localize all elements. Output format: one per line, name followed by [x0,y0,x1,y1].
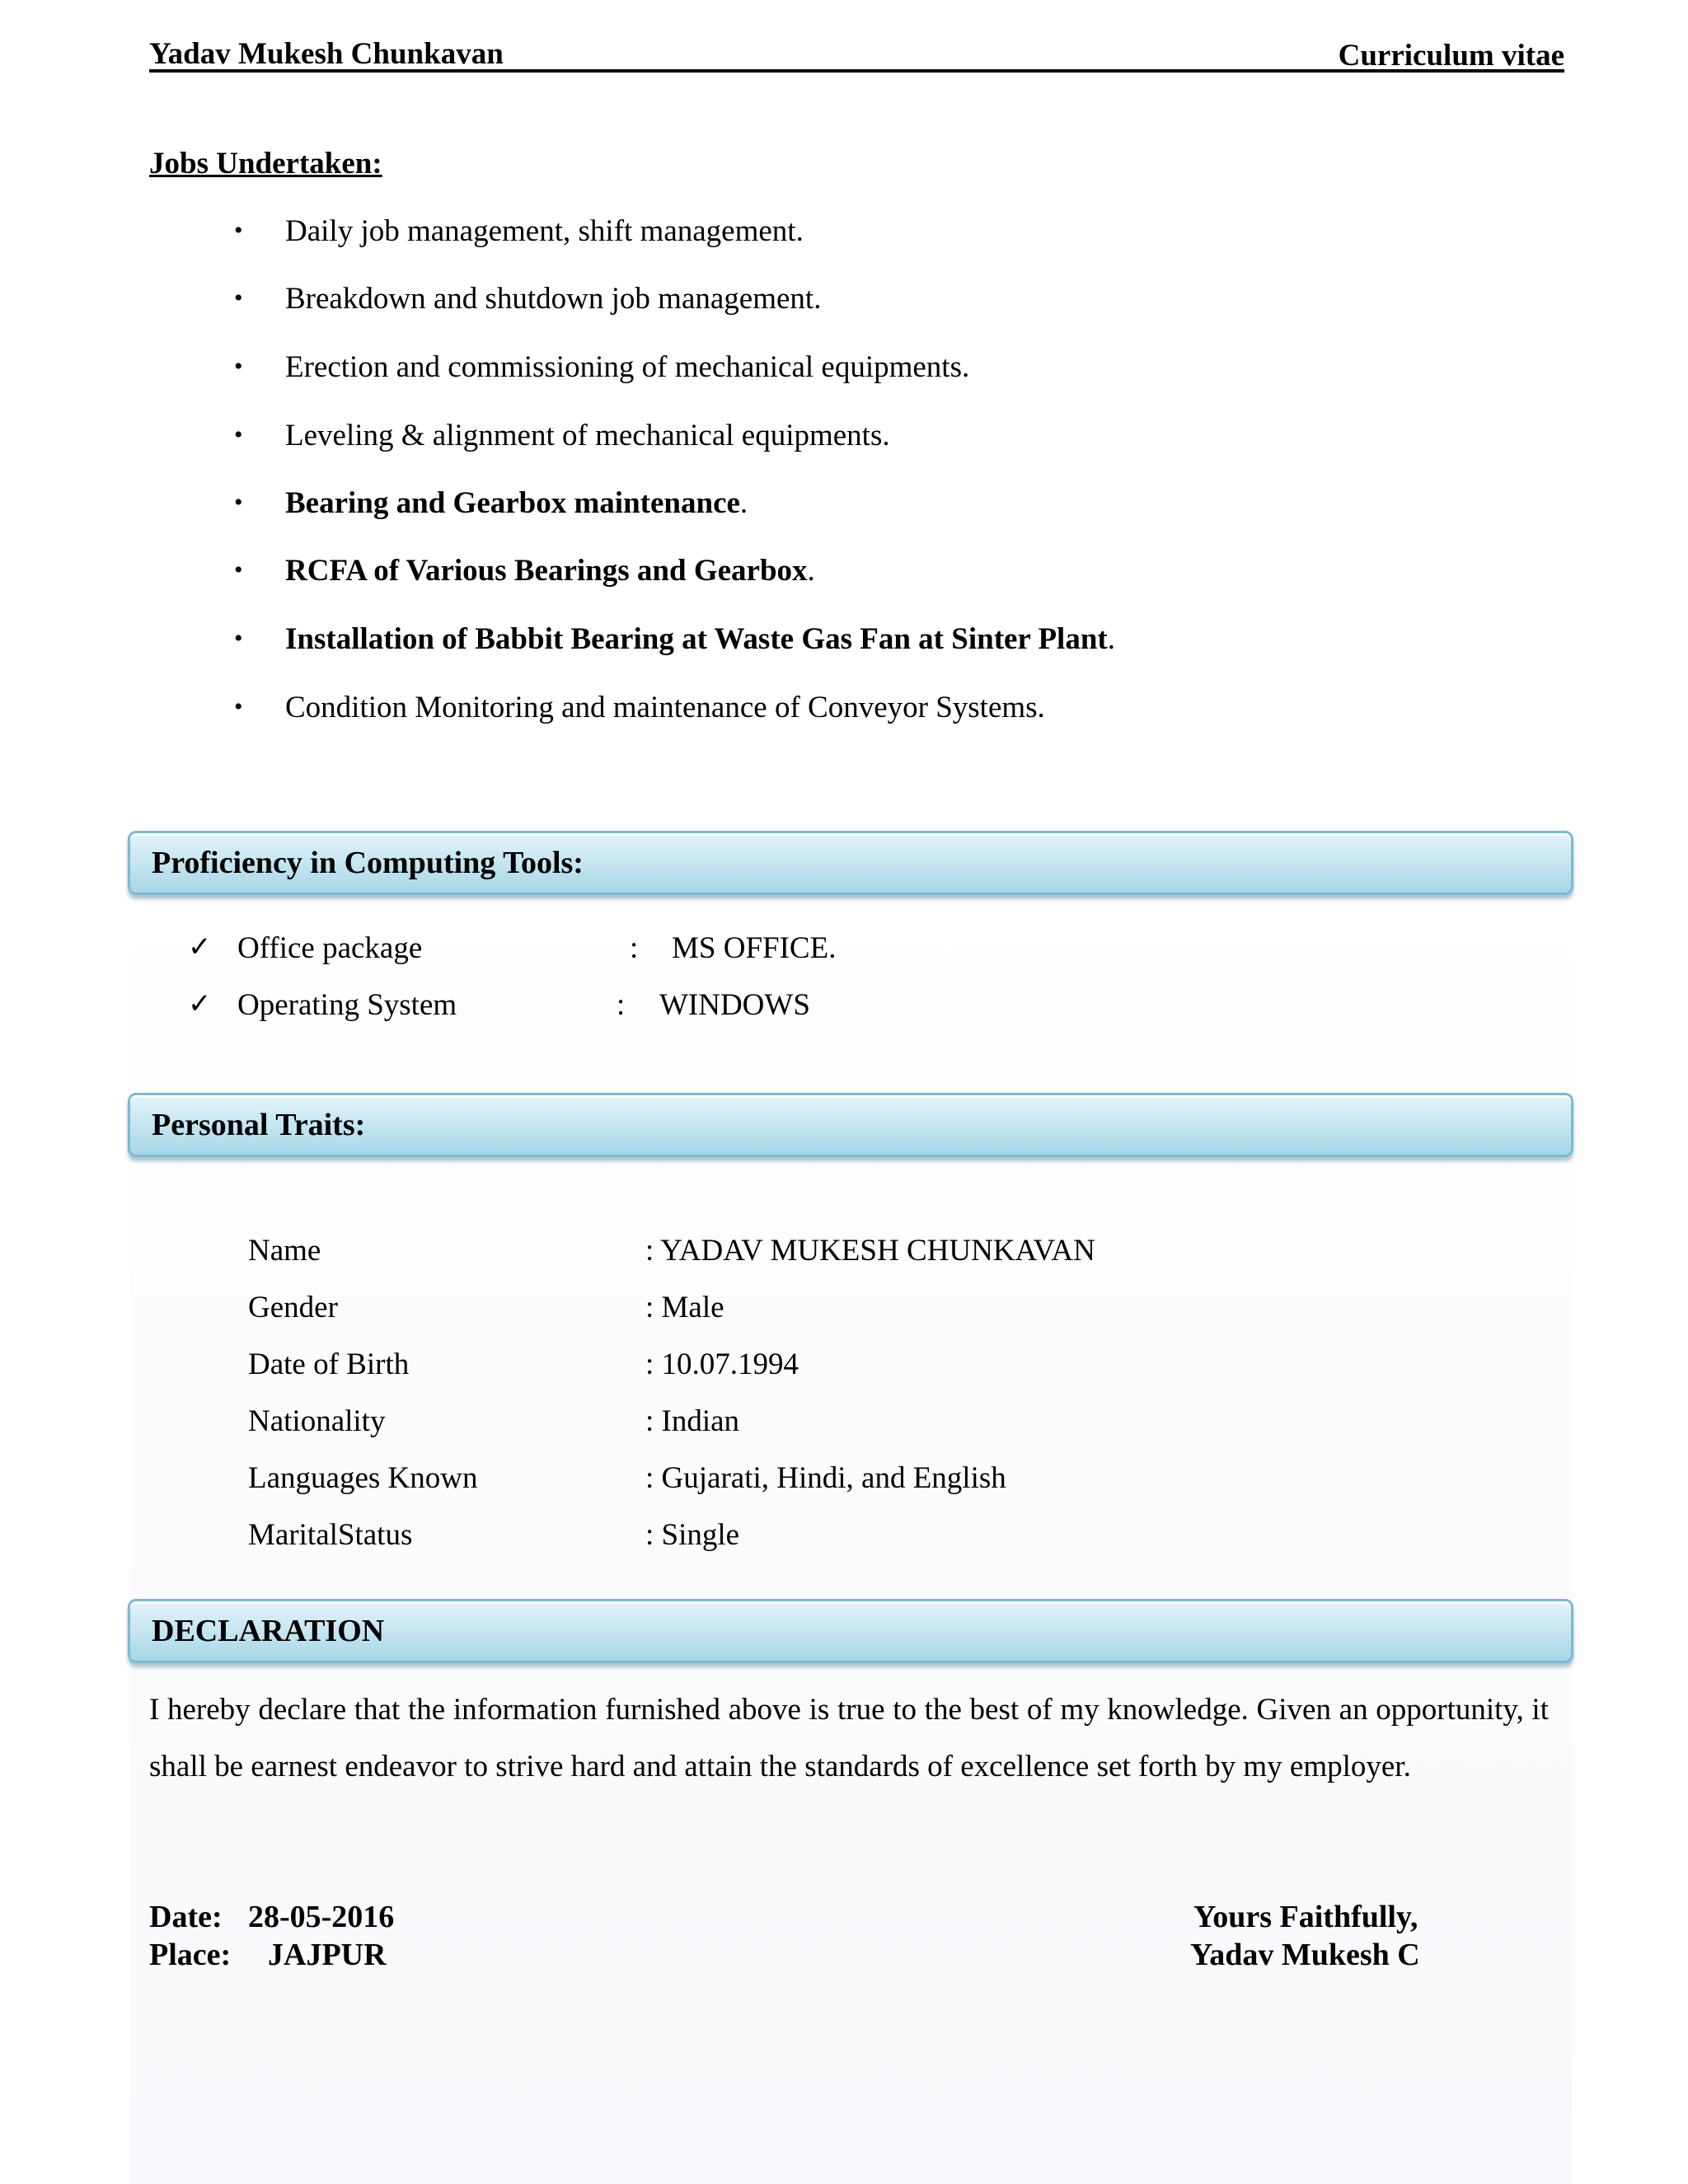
computing-value: WINDOWS [659,988,810,1022]
job-bold-text: RCFA of Various Bearings and Gearbox [285,554,808,588]
trait-label: Languages Known [248,1461,478,1495]
checkmark-icon: ✓ [188,989,212,1019]
trait-value: : Gujarati, Hindi, and English [645,1461,1006,1495]
trait-label: MaritalStatus [248,1518,413,1552]
place-label: Place: [149,1938,232,1972]
bullet-icon: • [234,625,243,652]
job-text: . [1107,622,1115,656]
job-text: . [739,486,748,520]
bullet-icon: • [234,556,243,583]
list-item [234,690,1045,725]
place-value: JAJPUR [268,1938,387,1972]
header-name: Yadav Mukesh Chunkavan [149,37,504,71]
date-value: 28-05-2016 [248,1900,395,1934]
computing-colon: : [630,931,639,965]
job-bold-text: Bearing and Gearbox maintenance [285,486,740,520]
header-rule [149,69,1564,73]
list-item [234,485,748,521]
bullet-icon: • [234,353,243,380]
personal-title: Personal Traits: [152,1108,366,1142]
list-item [234,418,890,453]
bullet-icon: • [234,421,243,448]
trait-value: : Male [645,1291,724,1324]
date-label: Date: [149,1900,223,1934]
trait-label: Date of Birth [248,1347,410,1381]
job-text: Daily job management, shift management. [285,214,804,248]
trait-value: : 10.07.1994 [645,1347,799,1381]
list-item [234,349,970,385]
computing-label: Office package [237,931,423,965]
bullet-icon: • [234,693,243,720]
checkmark-icon: ✓ [188,932,212,963]
bullet-icon: • [234,489,243,516]
declaration-text: I hereby declare that the information furnished above is true to the best of my knowledge. Given an opportunity, it shall be earnest endeavor to strive hard and attain the standards of excellence set forth by my employer. [149,1693,1549,1783]
trait-label: Gender [248,1291,338,1324]
bullet-icon: • [234,217,243,244]
job-text: Condition Monitoring and maintenance of Conveyor Systems. [285,691,1045,724]
job-text: Breakdown and shutdown job management. [285,282,822,316]
computing-colon: : [617,988,626,1022]
signature-text: Yadav Mukesh C [1190,1938,1420,1972]
closing-text: Yours Faithfully, [1193,1900,1418,1934]
trait-value: : YADAV MUKESH CHUNKAVAN [645,1234,1095,1268]
jobs-title: Jobs Undertaken: [149,147,382,180]
trait-label: Name [248,1234,321,1268]
computing-banner [128,831,1573,895]
trait-value: : Indian [645,1404,740,1438]
computing-label: Operating System [237,988,457,1022]
list-item [234,553,815,588]
trait-value: : Single [645,1518,740,1552]
job-text: . [807,554,815,588]
header-doc-type: Curriculum vitae [1338,39,1564,73]
job-text: Leveling & alignment of mechanical equipments. [285,419,890,452]
bullet-icon: • [234,284,243,312]
job-bold-text: Installation of Babbit Bearing at Waste Gas Fan at Sinter Plant [285,622,1108,656]
declaration-banner [128,1599,1573,1663]
job-text: Erection and commissioning of mechanical equipments. [285,350,970,384]
list-item [234,281,822,316]
computing-title: Proficiency in Computing Tools: [152,846,584,880]
place-line [149,1937,387,1973]
list-item [234,621,1115,657]
trait-label: Nationality [248,1404,386,1438]
computing-value: MS OFFICE. [672,931,837,965]
personal-banner [128,1093,1573,1157]
list-item [234,213,804,249]
declaration-title: DECLARATION [152,1614,385,1648]
date-line [149,1899,395,1935]
